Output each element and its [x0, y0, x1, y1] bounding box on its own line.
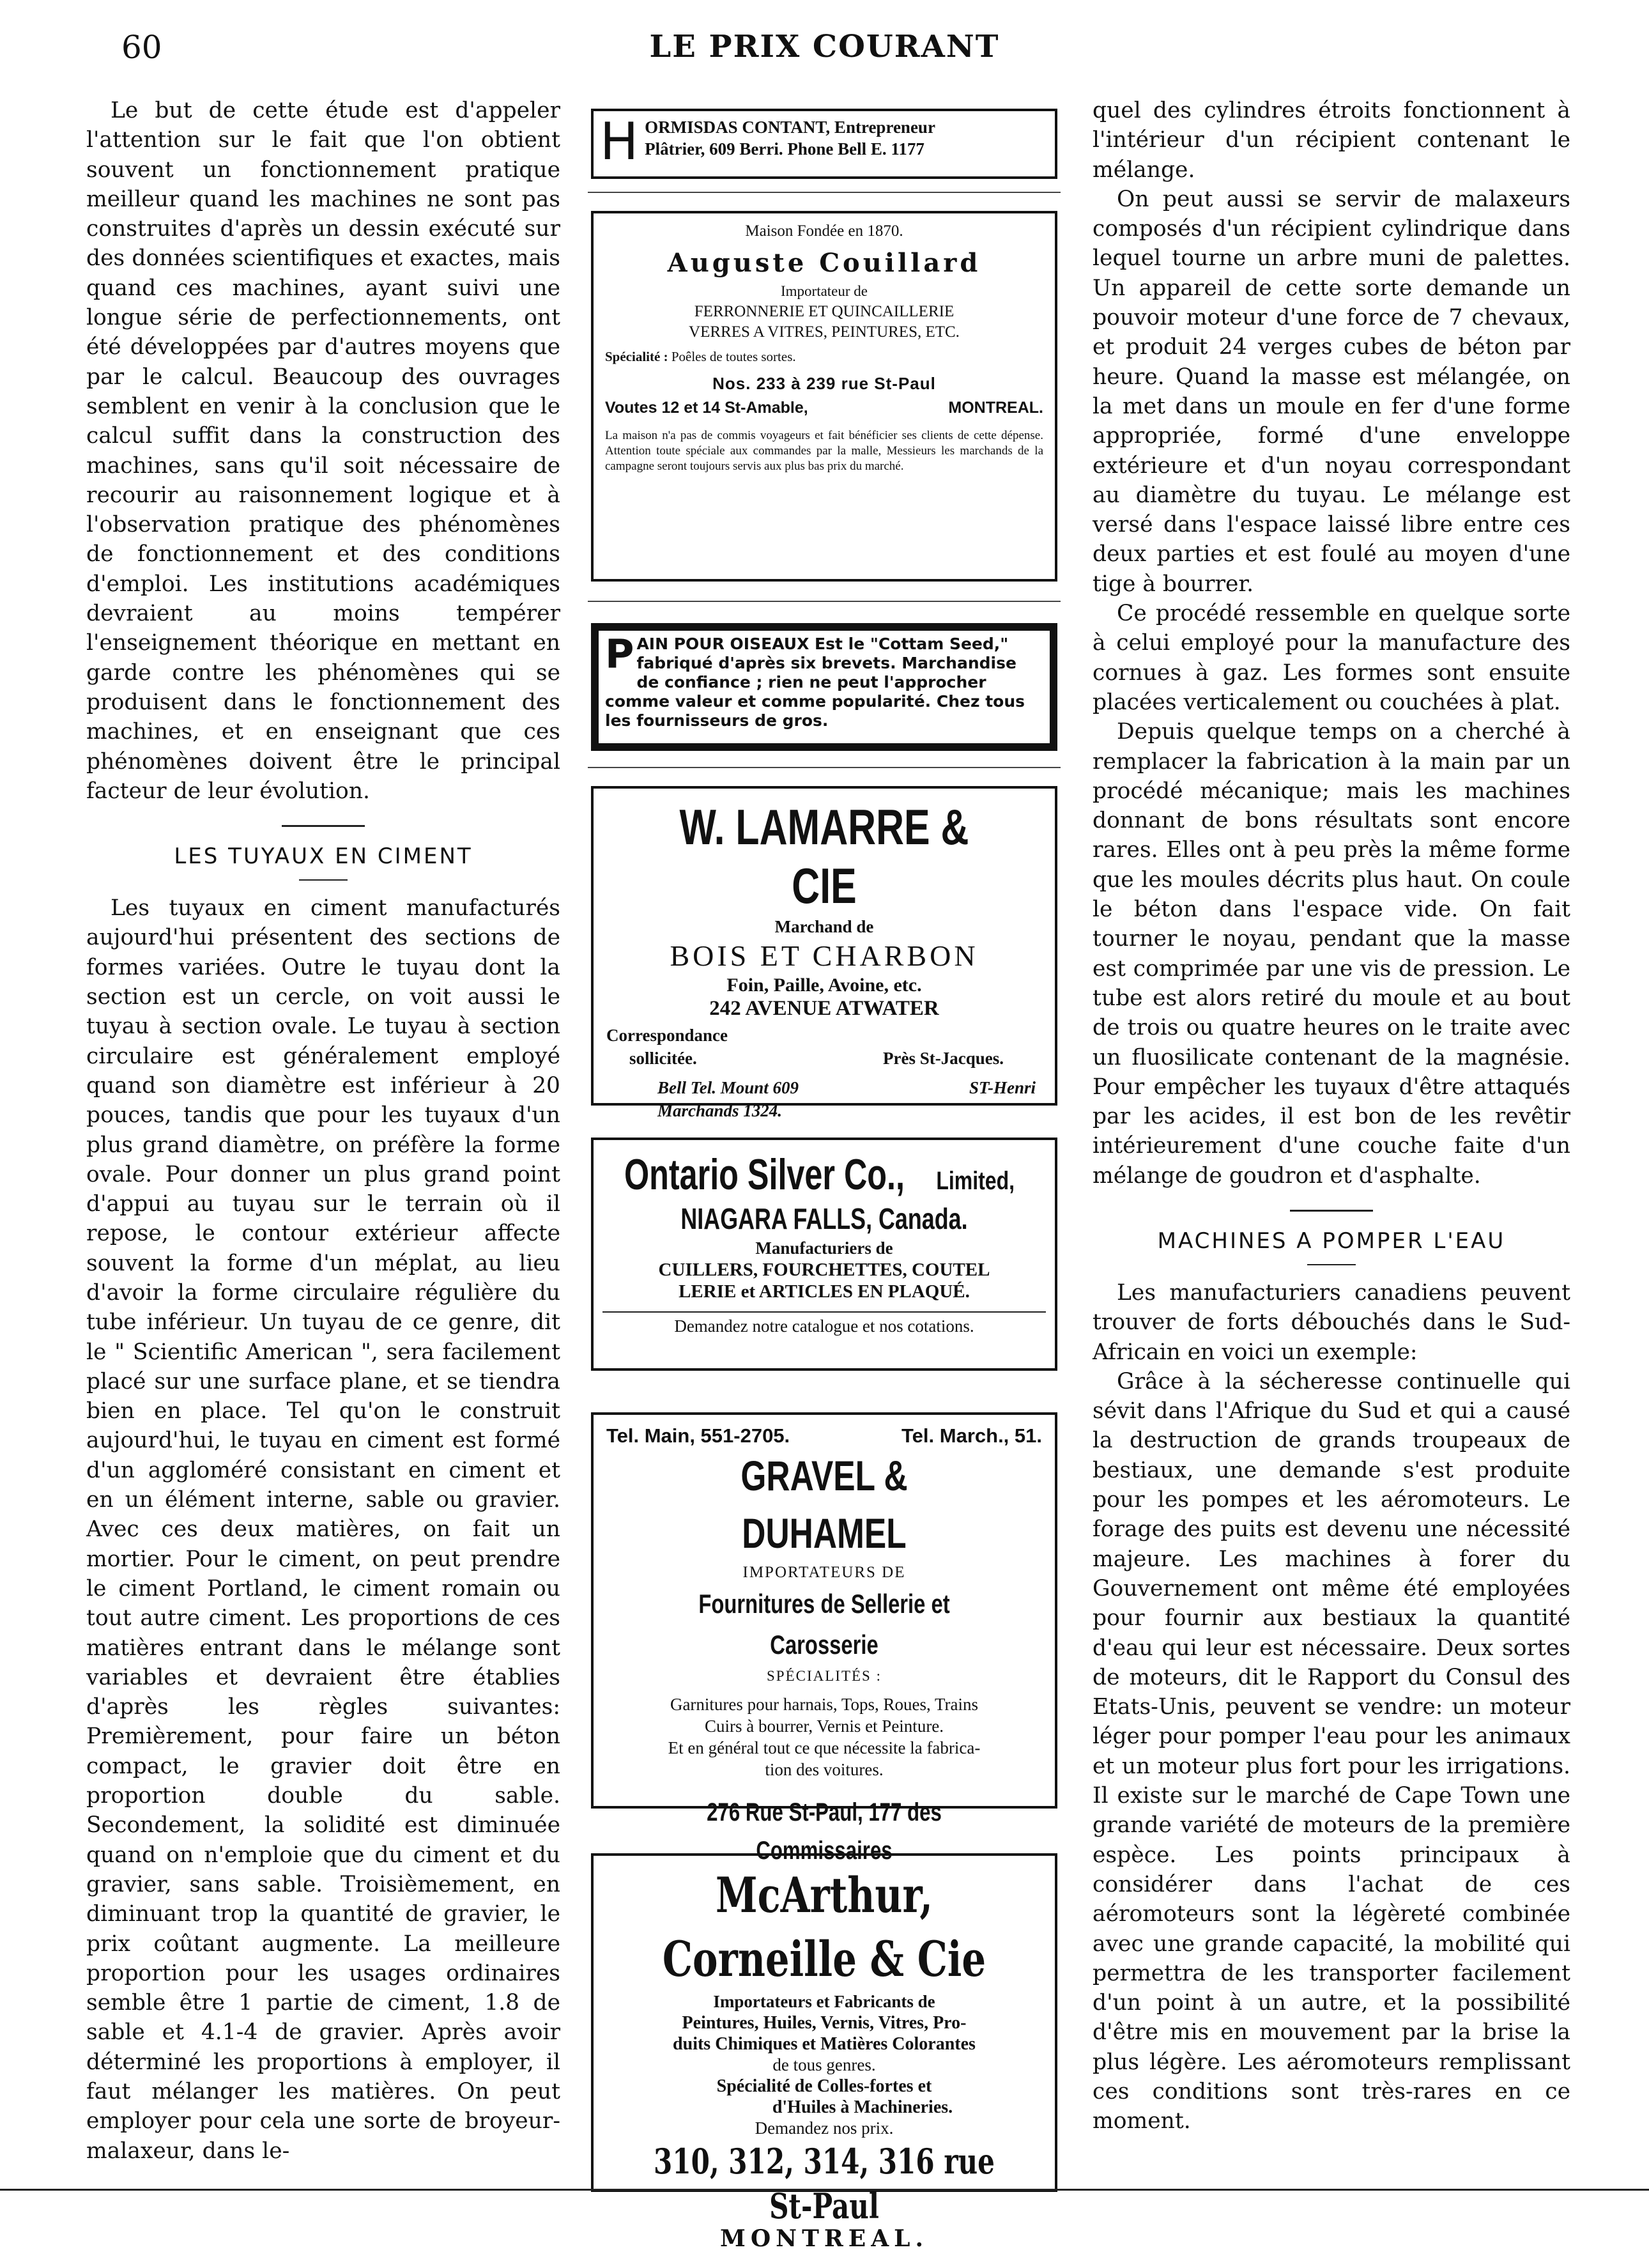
ad-mcarthur-name: McArthur, Corneille & Cie: [662, 1867, 986, 1987]
ad-contant-initial: H: [600, 112, 639, 171]
page-title: LE PRIX COURANT: [649, 29, 1000, 65]
heading-underline: [1307, 1264, 1356, 1265]
ad-couillard-spec: Poêles de toutes sortes.: [671, 349, 796, 364]
ad-ontario-city: NIAGARA FALLS, Canada.: [680, 1202, 968, 1235]
ad-gravel-tel-right: Tel. March., 51.: [901, 1424, 1042, 1447]
ad-separator: [588, 601, 1061, 602]
ad-gravel-duhamel: [591, 1412, 1057, 1865]
ad-couillard-address1: Nos. 233 à 239 rue St-Paul: [712, 374, 936, 393]
ad-mcarthur-corneille: [591, 1853, 1057, 2252]
ad-ontario-line1: CUILLERS, FOURCHETTES, COUTEL: [658, 1260, 990, 1280]
ad-couillard-spec-label: Spécialité :: [605, 349, 668, 364]
ad-couillard-address2-right: MONTREAL.: [948, 399, 1043, 417]
ad-lamarre-goods: Foin, Paille, Avoine, etc.: [726, 975, 922, 996]
ad-lamarre-near: Près St-Jacques.: [883, 1049, 1004, 1068]
ad-lamarre-tel1: Bell Tel. Mount 609: [657, 1078, 799, 1097]
ad-gravel-trade: Fournitures de Sellerie et Carosserie: [698, 1589, 950, 1660]
ad-pain-initial: P: [605, 631, 634, 677]
ad-ontario-limited: Limited,: [936, 1167, 1015, 1195]
ad-ontario-sub: Manufacturiers de: [755, 1238, 893, 1258]
section-divider: [282, 825, 365, 827]
ad-mcarthur-address: 310, 312, 314, 316 rue St-Paul: [654, 2141, 995, 2226]
ad-contant: [591, 109, 1057, 179]
article-paragraph: quel des cylindres étroits fonctionnent à l'intérieur d'un récipient contenant le mélange.: [1093, 98, 1570, 183]
article-paragraph: Les manufacturiers canadiens peuvent trouver de forts débouchés dans le Sud-Africain en voici un exemple:: [1093, 1279, 1570, 1365]
ad-mcarthur-l1: Importateurs et Fabricants de: [713, 1992, 935, 2011]
ad-gravel-name: GRAVEL & DUHAMEL: [740, 1452, 908, 1557]
ad-lamarre-corr1: Correspondance: [606, 1026, 728, 1045]
ad-mcarthur-l3: duits Chimiques et Matières Colorantes: [673, 2034, 976, 2054]
ad-lamarre-trade: BOIS ET CHARBON: [670, 939, 979, 972]
ad-pain-text: AIN POUR OISEAUX Est le "Cottam Seed," fabriqué d'après six brevets. Marchandise de confiance ; rien ne peut l'approcher comme valeur et comme popularité. Chez tous les fournisseurs de gros.: [605, 635, 1025, 730]
ad-ontario-footer: Demandez notre catalogue et nos cotations.: [602, 1311, 1046, 1337]
ad-couillard: [591, 211, 1057, 582]
ad-mcarthur-l4: de tous genres.: [772, 2055, 876, 2074]
ad-mcarthur-city: MONTREAL.: [719, 2225, 929, 2252]
section-heading-machines: MACHINES A POMPER L'EAU: [1157, 1228, 1506, 1254]
left-column: [86, 96, 560, 2166]
article-paragraph: Depuis quelque temps on a cherché à remplacer la fabrication à la main par un procédé mécanique; mais les machines donnant de bons résultats sont encore rares. Elles ont à peu près la même forme que les moules décrits plus haut. On coule le béton dans l'espace vide. On fait tourner le noyau, pendant que la masse est comprimée par une vis de pression. Le tube est alors retiré du moule et au bout de trois ou quatre heures on le traite avec un fluosilicate contenant de la magnésie. Pour empêcher les tuyaux d'être attaqués par les acides, il est bon de les revêtir intérieurement d'une couche faite d'un mélange de goudron et d'asphalte.: [1093, 719, 1570, 1189]
ad-ontario-name: Ontario Silver Co.,: [624, 1150, 905, 1199]
ad-couillard-address2-left: Voutes 12 et 14 St-Amable,: [605, 399, 808, 417]
ad-separator: [588, 767, 1061, 768]
article-paragraph: Grâce à la sécheresse continuelle qui sévit dans l'Afrique du Sud et qui a causé la destruction de grands troupeaux de bestiaux, une demande s'est produite pour les pompes et les aéromoteurs. Le forage des puits est devenu une nécessité majeure. Les machines à forer du Gouvernement ont même été employées pour fournir aux bestiaux la quantité d'eau qui leur est nécessaire. Deux sortes de moteurs, dit le Rapport du Consul des Etats-Unis, peuvent se vendre: un moteur léger pour pomper l'eau pour les animaux et un moteur plus fort pour les irrigations. Il existe sur le marché de Cape Town une grande variété de moteurs de la première espèce. Les points principaux à considérer dans l'achat de ces aéromoteurs sont la légèreté combinée avec une grande capacité, la mobilité qui permettra de les transporter facilement d'un point à un autre, et la possibilité d'être mis en mouvement par la brise la plus légère. Les aéromoteurs remplissant ces conditions sont très-rares en ce moment.: [1093, 1368, 1570, 2134]
ad-mcarthur-l6: d'Huiles à Machineries.: [772, 2097, 953, 2117]
section-divider: [1290, 1210, 1373, 1212]
ad-ontario-line2: LERIE et ARTICLES EN PLAQUÉ.: [679, 1281, 970, 1302]
ad-couillard-founded: Maison Fondée en 1870.: [745, 222, 903, 240]
ad-gravel-address: 276 Rue St-Paul, 177 des Commissaires: [707, 1798, 942, 1865]
ad-gravel-l1: Garnitures pour harnais, Tops, Roues, Trains: [670, 1695, 979, 1714]
section-heading-tuyaux: LES TUYAUX EN CIMENT: [174, 844, 473, 870]
ad-ontario-silver: [591, 1138, 1057, 1371]
article-paragraph: Ce procédé ressemble en quelque sorte à celui employé pour la manufacture des cornues à gaz. Les formes sont ensuite placées verticalement ou couchées à plat.: [1093, 601, 1570, 715]
ad-mcarthur-l5: Spécialité de Colles-fortes et: [716, 2076, 932, 2096]
heading-underline: [299, 879, 348, 881]
ad-couillard-line2: VERRES A VITRES, PEINTURES, ETC.: [689, 323, 960, 341]
ad-lamarre-corr2: sollicitée.: [629, 1049, 697, 1068]
ad-gravel-l3: Et en général tout ce que nécessite la fabrica-: [668, 1738, 981, 1757]
ad-lamarre: [591, 786, 1057, 1120]
ad-gravel-spec: SPÉCIALITÉS :: [767, 1668, 882, 1684]
page-number: 60: [121, 29, 162, 66]
ad-couillard-note: La maison n'a pas de commis voyageurs et fait bénéficier ses clients de cette dépense. Attention toute spéciale aux commandes par la malle, Messieurs les marchands de la campagne seront toujours servis aux plus bas prix du marché.: [605, 429, 1043, 473]
ad-contant-line1: ORMISDAS CONTANT, Entrepreneur: [645, 118, 935, 137]
article-paragraph: Les tuyaux en ciment manufacturés aujourd'hui présentent des sections de formes variées. Outre le tuyau dont la section est un cercle, on voit aussi le tuyau à section ovale. Le tuyau à section circulaire est généralement employé quand son diamètre est inférieur à 20 pouces, tandis que pour les tuyaux d'un plus grand diamètre, on préfère la forme ovale. Pour donner un plus grand point d'appui au tuyau sur le terrain où il repose, le contour extérieur affecte souvent la forme d'un méplat, au lieu d'avoir la forme circulaire régulière du tube inférieur. Un tuyau de ce genre, dit le " Scientific American ", sera facilement placé sur une surface plane, et se tiendra bien en place. Tel qu'on le construit aujourd'hui, le tuyau en ciment est formé d'un aggloméré consistant en ciment et en un élément interne, sable ou gravier. Avec ces deux matières, on fait un mortier. Pour le ciment, on peut prendre le ciment Portland, le ciment romain ou tout autre ciment. Les proportions de ces matières entrant dans le mélange sont variables et devraient être établies d'après les règles suivantes: Premièrement, pour faire un béton compact, le gravier doit être en proportion double du sable. Secondement, la solidité est diminuée quand on n'emploie que du ciment et du gravier, sans sable. Troisièmement, en diminuant trop la quantité de gravier, le prix coûtant augmente. La meilleure proportion pour les usages ordinaires semble être 1 partie de ciment, 1.8 de sable et 4.1-4 de gravier. Après avoir déterminé les proportions à employer, il faut mélanger les matières. On peut employer pour cela une sorte de broyeur-malaxeur, dans le-: [86, 895, 560, 2164]
ad-separator: [588, 192, 1061, 193]
ad-lamarre-place: ST-Henri: [969, 1078, 1036, 1097]
ad-gravel-sub: IMPORTATEURS DE: [742, 1564, 906, 1581]
ad-mcarthur-l2: Peintures, Huiles, Vernis, Vitres, Pro-: [682, 2013, 967, 2033]
ad-lamarre-tel2: Marchands 1324.: [657, 1101, 783, 1120]
bottom-rule: [0, 2189, 1649, 2191]
ad-gravel-l2: Cuirs à bourrer, Vernis et Peinture.: [704, 1716, 944, 1736]
ad-lamarre-name: W. LAMARRE & CIE: [679, 799, 969, 914]
ad-gravel-l4: tion des voitures.: [765, 1760, 884, 1779]
ad-couillard-line1: FERRONNERIE ET QUINCAILLERIE: [694, 303, 955, 320]
right-column: [1093, 96, 1570, 2136]
ad-mcarthur-l7: Demandez nos prix.: [755, 2118, 894, 2138]
ad-contant-line2: Plâtrier, 609 Berri. Phone Bell E. 1177: [645, 139, 924, 158]
ad-lamarre-sub: Marchand de: [774, 917, 874, 936]
ad-couillard-name: Auguste Couillard: [667, 248, 981, 278]
ad-lamarre-address: 242 AVENUE ATWATER: [709, 997, 939, 1020]
article-paragraph: On peut aussi se servir de malaxeurs composés d'un récipient cylindrique dans lequel tourne un arbre muni de palettes. Un appareil de cette sorte demande un pouvoir moteur d'une force de 7 chevaux, et produit 24 verges cubes de béton par heure. Quand la masse est mélangée, on la met dans un moule en fer d'une forme appropriée, formé d'une enveloppe extérieure et d'un noyau correspondant au diamètre du tuyau. Le mélange est versé dans l'espace laissé libre entre ces deux parties et est foulé au moyen d'une tige à bourrer.: [1093, 186, 1570, 597]
intro-paragraph: Le but de cette étude est d'appeler l'attention sur le fait que l'on obtient souvent un fonctionnement pratique meilleur quand les machines ne sont pas construites d'après un dessin exécuté sur des données scientifiques et exactes, mais quand ces machines, ayant suivi une longue série de perfectionnements, ont été développées par d'autres moyens que par le calcul. Beaucoup des ouvrages semblent en venir à la conclusion que le calcul suffit dans la construction des machines, sans qu'il soit nécessaire de recourir au raisonnement logique et à l'observation pratique des phénomènes de fonctionnement et des conditions d'emploi. Les institutions académiques devraient au moins tempérer l'enseignement théorique en mettant en garde contre les phénomènes qui se produisent dans le fonctionnement des machines, et en enseignant que ces phénomènes doivent être le principal facteur de leur évolution.: [86, 98, 560, 804]
ad-couillard-importer: Importateur de: [780, 283, 868, 299]
ad-gravel-tel-left: Tel. Main, 551-2705.: [606, 1424, 790, 1447]
ad-pain-oiseaux: [591, 623, 1057, 751]
